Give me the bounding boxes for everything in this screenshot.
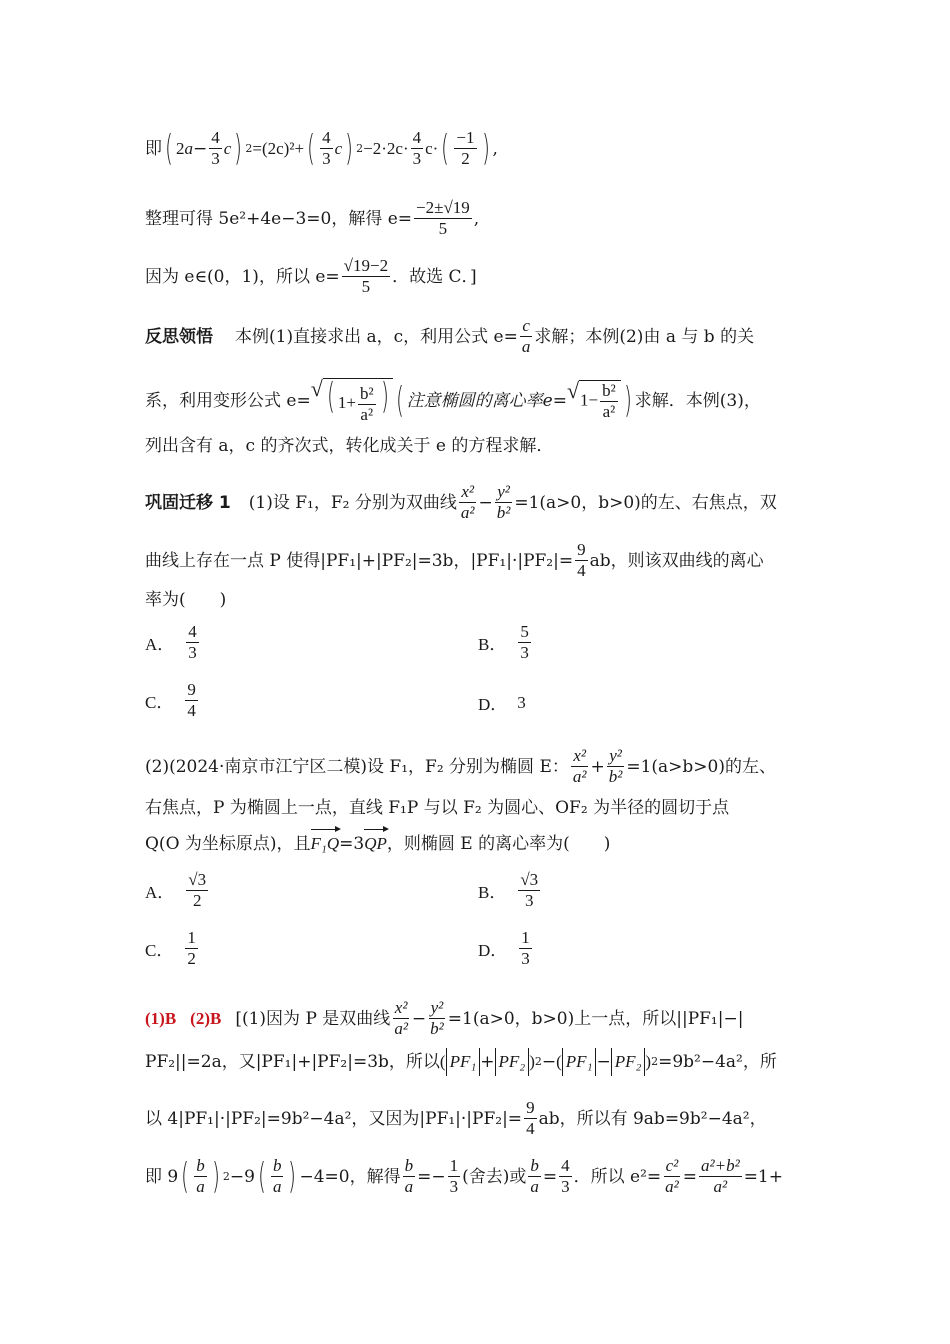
solution-line-3: 因为 e∈(0，1)，所以 e= $\frac{√19-2}{5}$ ．故选 C．] bbox=[145, 256, 477, 296]
q1-option-c[interactable]: C． $\frac{9}{4}$ bbox=[145, 680, 196, 720]
practice-q2-line-2: 右焦点，P 为椭圆上一点，直线 F₁P 与以 F₂ 为圆心、OF₂ 为半径的圆切于点 bbox=[145, 798, 730, 818]
reflection-line-2: 系，利用变形公式 e= √ ( 1+ $\frac{\text{b²}}{\text{a²}}$ ) ( 注意椭圆的离心率e= √ 1− $\frac{\text{b²}}{\text{a²}}$ ) 求解．本例(3)， bbox=[145, 376, 761, 424]
answer-line-1: (1)B (2)B [(1)因为 P 是双曲线 $\frac{\text{x²}}{\text{a²}}$ − $\frac{\text{y²}}{\text{b²}}$ =1(a>0，b>0)上一点，所以||PF₁|−| bbox=[145, 998, 744, 1038]
practice-q1-line-2: 曲线上存在一点 P 使得|PF₁|+|PF₂|=3b，|PF₁|·|PF₂|= $\frac{9}{4}$ ab，则该双曲线的离心 bbox=[145, 540, 764, 580]
practice-q2-line-1: (2)(2024·南京市江宁区二模)设 F₁，F₂ 分别为椭圆 E： $\frac{\text{x²}}{\text{a²}}$ + $\frac{\text{y²}}{\text{b²}}$ =1(a>b>0)的左、 bbox=[145, 746, 776, 786]
q1-option-a[interactable]: A． $\frac{4}{3}$ bbox=[145, 622, 197, 662]
reflection-line-1: 反思领悟 本例(1)直接求出 a，c，利用公式 e= $\frac{c}{a}$ 求解；本例(2)由 a 与 b 的关 bbox=[145, 316, 755, 356]
q1-option-d[interactable]: D． 3 bbox=[478, 692, 526, 714]
practice-q1-line-3: 率为( ) bbox=[145, 590, 227, 610]
q2-option-d[interactable]: D． $\frac{1}{3}$ bbox=[478, 928, 530, 968]
answer-line-2: PF₂||=2a，又|PF₁|+|PF₂|=3b，所以 ( PF₁ + PF₂ ) 2 − ( PF₁ − PF₂ ) 2 =9b²−4a²，所 bbox=[145, 1048, 810, 1076]
solution-line-2: 整理可得 5e²+4e−3=0，解得 e= $\frac{-2\pm√19}{5}$ , bbox=[145, 198, 480, 238]
answer-2: (2)B bbox=[190, 1008, 222, 1028]
practice-q1-line-1: 巩固迁移 1 (1)设 F₁，F₂ 分别为双曲线 $\frac{\text{x²}}{\text{a²}}$ − $\frac{\text{y²}}{\text{b²}}$ =1(a>0，b>0)的左、右焦点，双 bbox=[145, 482, 777, 522]
practice-q2-line-3: Q(O 为坐标原点)，且 F₁Q =3 QP ，则椭圆 E 的离心率为( ) bbox=[145, 834, 611, 854]
answer-line-4: 即 9 ( $\frac{b}{a}$ ) 2 −9 ( $\frac{b}{a}$ ) −4=0，解得 $\frac{b}{a}$ =− $\frac{1}{3}$ (舍去)或 $\frac{b}{a}$ = $\frac{4}{3}$ ．所以 e²= $\frac{\text{c²}}{\text{a²}}$ = $\frac{\text{a²+b²}}{\text{a²}}$ =1+ bbox=[145, 1155, 783, 1197]
q2-option-a[interactable]: A． $\frac{√3}{2}$ bbox=[145, 870, 207, 910]
reflection-heading: 反思领悟 bbox=[145, 326, 213, 347]
answer-1: (1)B bbox=[145, 1008, 177, 1028]
practice-heading: 巩固迁移 1 bbox=[145, 492, 231, 513]
reflection-line-3: 列出含有 a，c 的齐次式，转化成关于 e 的方程求解． bbox=[145, 436, 554, 456]
solution-line-1: 即 ( 2 a − $\frac{4}{3}$ c ) 2 =(2c)²+ ( $\frac{4}{3}$ c ) 2 −2·2c· $\frac{4}{3}$ c· ( $\frac{-1}{2}$ ) , bbox=[145, 127, 498, 169]
q2-option-b[interactable]: B． $\frac{√3}{3}$ bbox=[478, 870, 539, 910]
answer-line-3: 以 4|PF₁|·|PF₂|=9b²−4a²，又因为|PF₁|·|PF₂|= $\frac{9}{4}$ ab，所以有 9ab=9b²−4a²， bbox=[145, 1098, 767, 1138]
q2-option-c[interactable]: C． $\frac{1}{2}$ bbox=[145, 928, 196, 968]
q1-option-b[interactable]: B． $\frac{5}{3}$ bbox=[478, 622, 529, 662]
